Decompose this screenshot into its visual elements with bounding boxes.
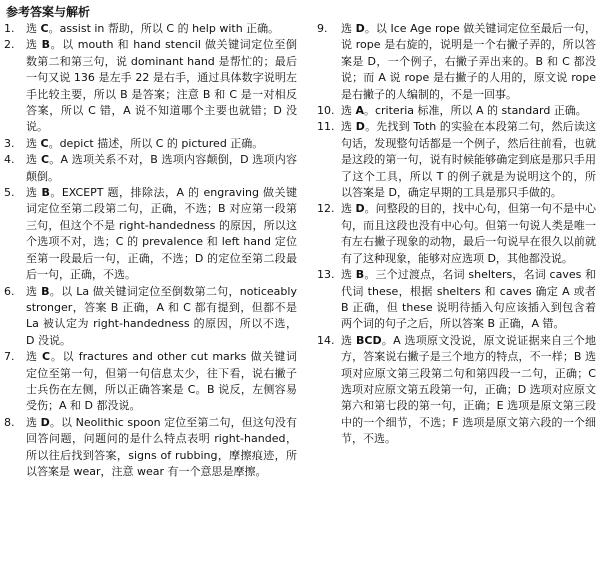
item-number: 9. — [316, 22, 328, 35]
page-title: 参考答案与解析 — [6, 5, 91, 19]
answer-item — [4, 136, 297, 152]
item-lead: 选 — [340, 104, 356, 118]
item-answer: D — [355, 120, 365, 134]
item-lead: 选 — [26, 153, 41, 167]
item-explanation — [26, 152, 297, 185]
answer-item — [317, 119, 596, 201]
item-answer: B — [41, 38, 51, 52]
item-number: 12. — [316, 202, 335, 216]
item-answer: C — [40, 136, 49, 150]
item-lead: 选 — [26, 22, 41, 35]
item-lead: 选 — [26, 284, 42, 298]
item-lead: 选 — [340, 333, 357, 347]
item-lead: 选 — [26, 38, 42, 52]
item-lead: 选 — [340, 120, 356, 134]
item-number: 2. — [4, 38, 15, 52]
answer-item — [4, 349, 297, 415]
item-answer: B — [41, 186, 50, 200]
item-explanation — [26, 284, 297, 350]
columns — [4, 21, 596, 480]
answer-item — [4, 415, 297, 481]
answer-item — [4, 21, 297, 37]
item-explanation — [341, 119, 596, 201]
answer-item — [4, 284, 297, 350]
item-answer: D — [355, 22, 365, 35]
item-text: 。assist in 帮助，所以 C 的 help with 正确。 — [48, 22, 280, 35]
answer-item — [4, 37, 297, 135]
item-explanation — [26, 21, 297, 37]
item-text: 。三个过渡点，名词 shelters，名词 caves 和代词 these，根据 shelters 和 caves 确定 A 或者 B 正确，但 these 说明待插入句应该插入到包含着两个词的句子之后，所以答案 B 正确，A 错。 — [340, 268, 596, 331]
answer-item — [317, 333, 596, 448]
item-answer: B — [41, 284, 50, 298]
item-answer: BCD — [356, 333, 382, 347]
item-text: 。EXCEPT 题，排除法，A 的 engraving 做关键词定位至第二段第二句，正确，不选；B 对应第一段第三句，但这个不是 right-handedness 的原因，所以这个选项不对，选；C 的 prevalence 和 left hand 定位至第一段最后一句，正确，不选；D 的定位至第二段最后一句，正确，不选。 — [26, 186, 297, 282]
item-number: 1. — [4, 22, 15, 35]
item-text: 。A 选项原文没说，原文说证据来自三个地方，答案说右撇子是三个地方的特点，不一样；B 选项对应原文第三段第二句和第四段一二句，正确；C 选项对应原文第五段第一句，正确；D 选项对应原文第六和第七段的第一句，正确；E 选项是原文第三段中的一个细节，不选；F 选项是原文第六段的一个细节，不选。 — [340, 333, 596, 446]
item-lead: 选 — [26, 350, 43, 364]
item-lead: 选 — [340, 268, 356, 282]
answer-item — [4, 152, 297, 185]
answer-item — [4, 185, 297, 283]
item-answer: A — [355, 104, 364, 118]
item-explanation — [341, 21, 596, 103]
right-column — [309, 21, 596, 480]
item-answer: B — [355, 268, 365, 282]
item-number: 6. — [4, 284, 15, 298]
item-text: 。以 fractures and other cut marks 做关键词定位至第一句，但第一句信息太少，往下看，说右撇子士兵伤在左侧，所以正确答案是 C。B 说反，左侧容易受伤；A 和 D 都没说。 — [26, 350, 297, 413]
item-lead: 选 — [340, 22, 356, 35]
item-explanation — [26, 349, 297, 415]
item-number: 13. — [316, 268, 335, 282]
answer-item — [317, 267, 596, 333]
item-text: 。A 选项关系不对，B 选项内容颠倒，D 选项内容颠倒。 — [26, 153, 297, 183]
item-text: 。以 mouth 和 hand stencil 做关键词定位至倒数第二和第三句，说 dominant hand 是帮忙的；最后一句又说 136 是左手 22 是右手，通过具体数字说明左手比较主要，所以 B 是答案；注意 B 和 C 是一对相反答案，所以 C 错，A 说不知道哪个主要也就错；D 没说。 — [26, 38, 297, 134]
answer-item — [317, 201, 596, 267]
item-lead: 选 — [26, 186, 42, 200]
item-explanation — [341, 267, 596, 333]
answer-item — [317, 103, 596, 119]
item-number: 3. — [4, 136, 15, 150]
item-text: 。depict 描述，所以 C 的 pictured 正确。 — [48, 136, 264, 150]
item-explanation — [341, 201, 596, 267]
item-text: 。criteria 标准，所以 A 的 standard 正确。 — [363, 104, 587, 118]
item-answer: C — [40, 153, 50, 167]
item-lead: 选 — [26, 415, 41, 429]
item-number: 10. — [316, 104, 335, 118]
item-number: 5. — [4, 186, 15, 200]
item-answer: D — [40, 415, 50, 429]
item-explanation — [26, 185, 297, 283]
item-explanation — [26, 415, 297, 481]
item-explanation — [341, 333, 596, 448]
item-number: 4. — [4, 153, 15, 167]
item-explanation — [341, 103, 596, 119]
item-answer: D — [355, 202, 365, 216]
item-text: 。先找到 Toth 的实验在本段第二句，然后读这句话，发现整句话都是一个例子，然后往前看，也就是这段的第一句，说有时候能够确定到底是那只手用了这个工具，所以 T 的例子就是为说明这个的，所以答案是 D，确定早期的工具是那只手做的。 — [340, 120, 597, 200]
item-lead: 选 — [26, 136, 41, 150]
item-text: 。以 Neolithic spoon 定位至第二句，但这句没有回答问题，问题问的是什么特点表明 right-handed，所以往后找到答案，signs of rubbing，摩擦痕迹，所以答案是 wear，注意 wear 有一个意思是摩擦。 — [26, 415, 297, 478]
item-lead: 选 — [340, 202, 356, 216]
item-number: 8. — [4, 415, 15, 429]
item-text: 。以 La 做关键词定位至倒数第二句，noticeably stronger，答案 B 正确，A 和 C 都有提到，但都不是 La 被认定为 right-handedness 的原因，所以不选，D 没说。 — [26, 284, 297, 347]
answer-item — [317, 21, 596, 103]
left-column — [4, 21, 309, 480]
item-explanation — [26, 136, 297, 152]
item-answer: C — [42, 350, 51, 364]
item-number: 11. — [316, 120, 335, 134]
item-number: 14. — [316, 333, 335, 347]
item-text: 。问整段的目的，找中心句，但第一句不是中心句，而且这段也没有中心句。但第一句说人类是唯一有左右撇子现象的动物，最后一句说早在很久以前就有了这种现象，能够对应选项 D，其他都没说。 — [340, 202, 596, 265]
item-answer: C — [40, 22, 49, 35]
item-text: 。以 Ice Age rope 做关键词定位至最后一句，说 rope 是右旋的，说明是一个右撇子弄的，所以答案是 D，一个例子，右撇子弄出来的。B 和 C 都没说；而 A 说 rope 是右撇子的人用的，原文说 rope 是右撇子的人编制的，不是一回事。 — [340, 22, 596, 101]
item-number: 7. — [4, 350, 15, 364]
item-explanation — [26, 37, 297, 135]
